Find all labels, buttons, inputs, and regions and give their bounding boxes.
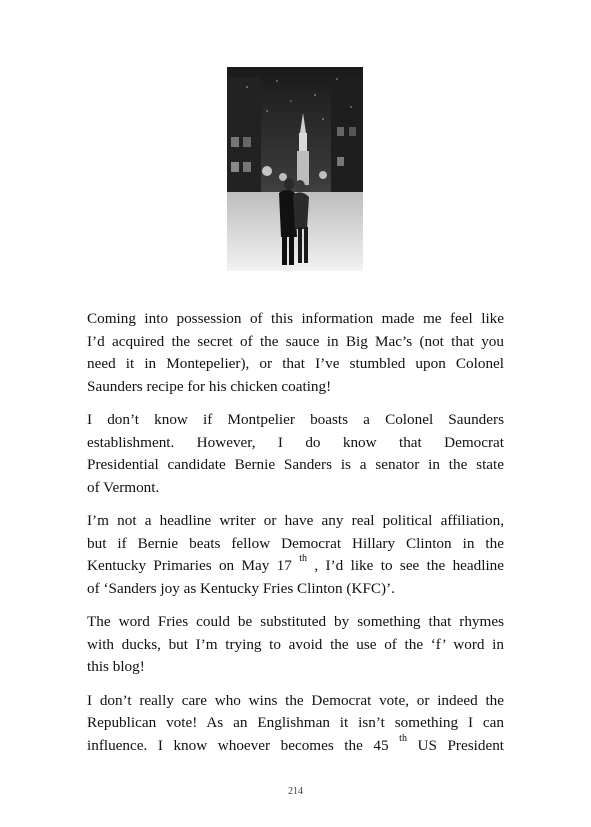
- text-line: The word Fries could be substituted by something that rhymes: [87, 613, 504, 630]
- text-line: establishment. However, I do know that Democrat: [87, 433, 504, 451]
- page-number: 214: [288, 786, 303, 797]
- text-line: with ducks, but I’m trying to avoid the use of the ‘f’ word in: [87, 635, 504, 653]
- text-line: I don’t know if Montpelier boasts a Colonel Saunders: [87, 411, 504, 428]
- text-line: this blog!: [87, 658, 145, 675]
- paragraph-3: [87, 510, 504, 600]
- paragraph-4: [87, 611, 504, 679]
- text-line: but if Bernie beats fellow Democrat Hillary Clinton in the: [87, 534, 504, 552]
- text-fragment: , I’d like to see the headline: [314, 557, 505, 574]
- paragraph-5: [87, 690, 504, 758]
- paragraph-2: [87, 409, 504, 499]
- text-line: Presidential candidate Bernie Sanders is a senator in the state: [87, 456, 504, 473]
- text-line: Coming into possession of this information made me feel like: [87, 310, 504, 327]
- text-line: of Vermont.: [87, 478, 160, 496]
- text-line: need it in Montepelier), or that I’ve stumbled upon Colonel: [87, 355, 504, 372]
- text-fragment: influence. I know whoever becomes the 45: [87, 736, 389, 754]
- text-line: [87, 555, 504, 578]
- text-fragment: US President: [417, 736, 505, 754]
- body-text: [87, 308, 504, 768]
- text-line: Saunders recipe for his chicken coating!: [87, 377, 332, 395]
- text-line: I don’t really care who wins the Democrat vote, or indeed the: [87, 691, 504, 709]
- text-line: of ‘Sanders joy as Kentucky Fries Clinton (KFC)’.: [87, 579, 395, 597]
- text-fragment: Kentucky Primaries on May 17: [87, 557, 292, 574]
- text-line: Republican vote! As an Englishman it isn’t something I can: [87, 714, 504, 731]
- paragraph-1: [87, 308, 504, 398]
- winter-street-couple-photo: [227, 67, 363, 271]
- text-line: [87, 732, 505, 758]
- ordinal-suffix: th: [299, 553, 308, 564]
- text-line: I’d acquired the secret of the sauce in Big Mac’s (not that you: [87, 332, 504, 350]
- text-line: I’m not a headline writer or have any real political affiliation,: [87, 512, 504, 529]
- ordinal-suffix: th: [399, 732, 407, 744]
